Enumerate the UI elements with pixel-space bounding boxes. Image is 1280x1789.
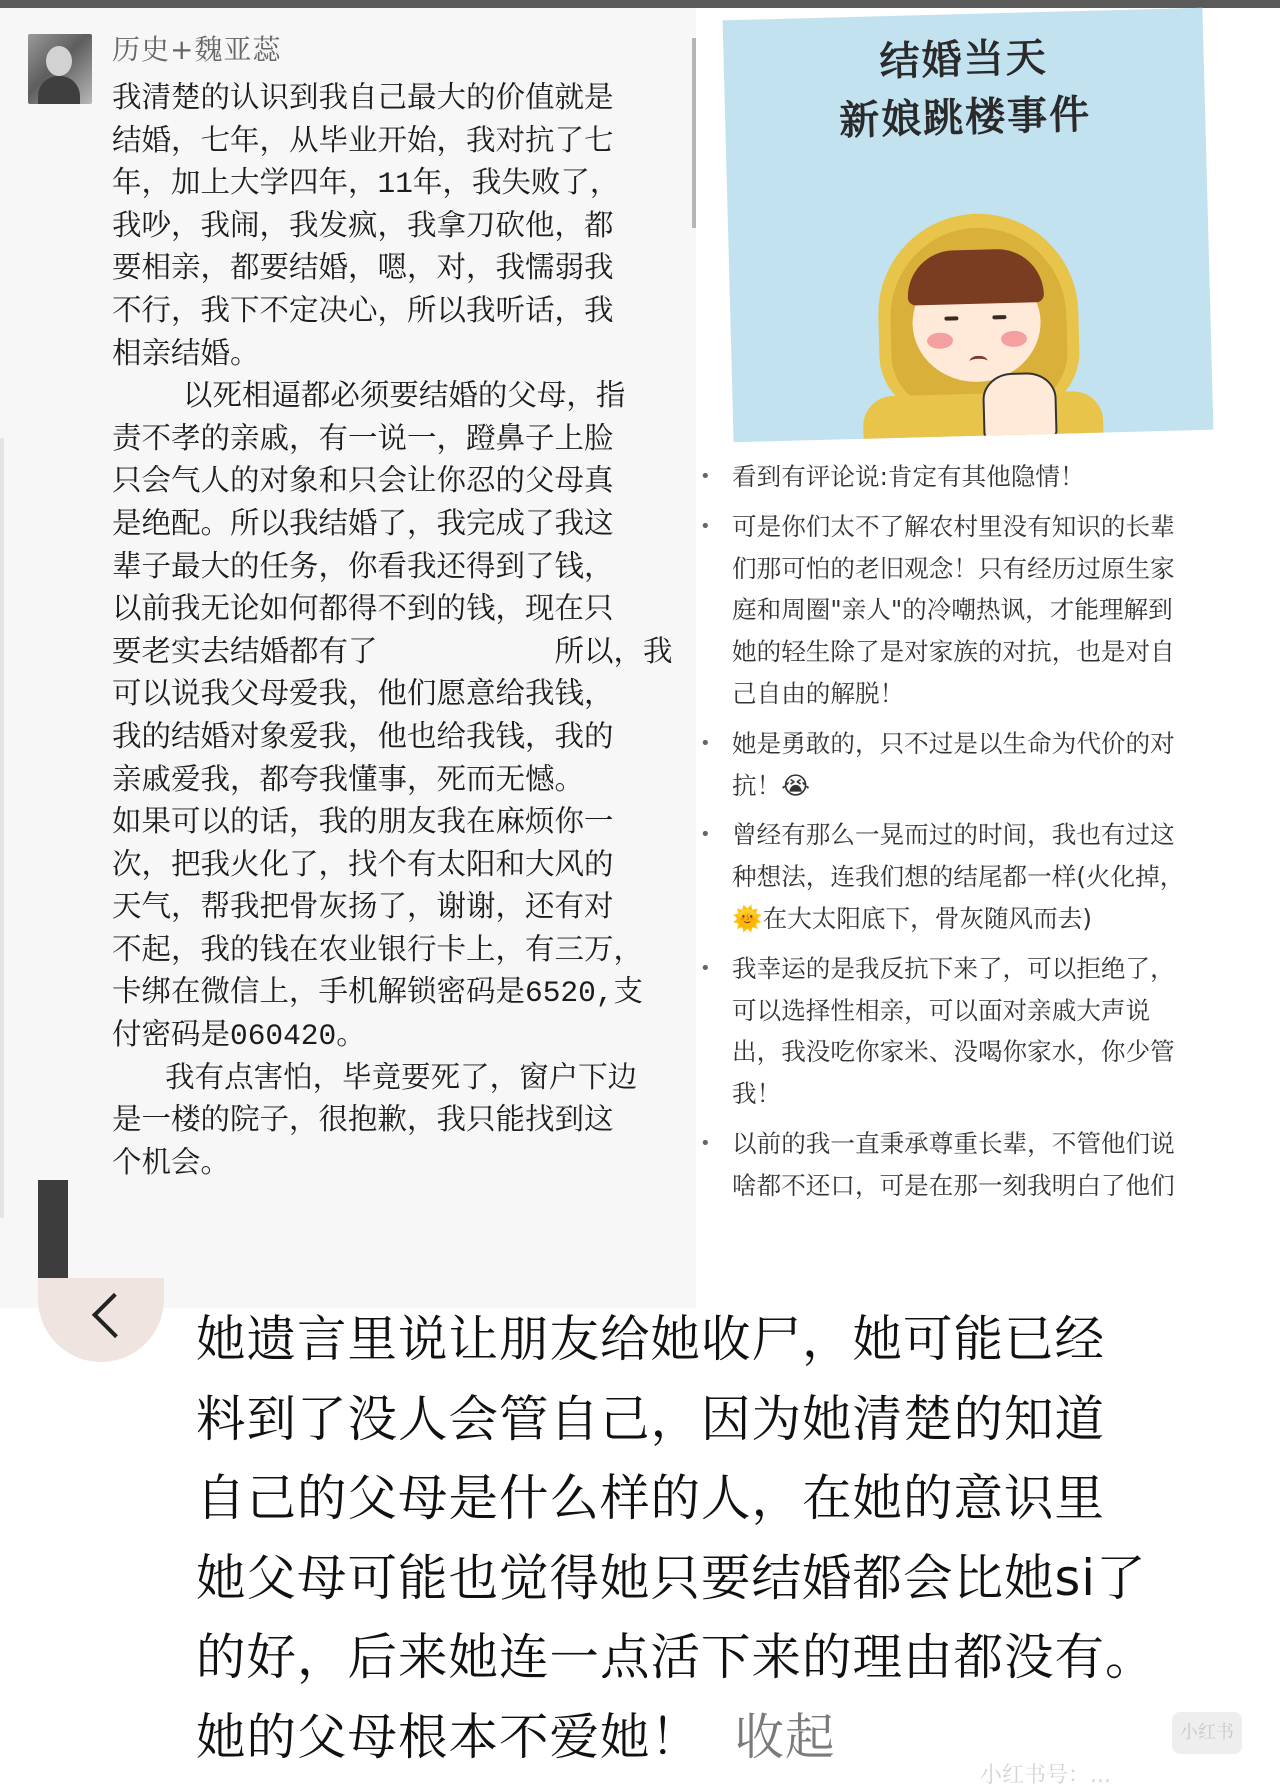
left-edge-strip <box>0 438 4 1218</box>
sad-mouth <box>969 356 987 367</box>
list-item-text: 可是你们太不了解农村里没有知识的长辈 们那可怕的老旧观念！只有经历过原生家 庭和周圈"亲人"的冷嘲热讽，才能理解到 她的轻生除了是对家族的对抗，也是对自 己自由的解脱！ <box>732 511 1175 708</box>
bullet-icon: • <box>700 957 711 979</box>
list-item <box>700 506 1260 715</box>
list-item <box>700 814 1260 939</box>
avatar-body <box>38 76 80 104</box>
top-bar <box>0 0 1280 8</box>
bullet-icon: • <box>700 732 711 754</box>
bullet-icon: • <box>700 1132 711 1154</box>
illustration-title-line1: 结婚当天 <box>879 34 1049 86</box>
list-item-text: 我幸运的是我反抗下来了，可以拒绝了， 可以选择性相亲，可以面对亲戚大声说 出，我没吃你家米、没喝你家水，你少管 我！ <box>732 953 1175 1109</box>
article-bullet-list <box>700 456 1260 1215</box>
list-item <box>700 1123 1260 1207</box>
commenter-avatar[interactable] <box>38 1278 164 1362</box>
post-author-avatar[interactable] <box>28 34 92 104</box>
diary-text: 我清楚的认识到我自己最大的价值就是 结婚，七年，从毕业开始，我对抗了七 年，加上大学四年，11年，我失败了， 我吵，我闹，我发疯，我拿刀砍他，都 要相亲，都要结婚，嗯，对，我懦弱我 不行，我下不定决心，所以我听话，我 相亲结婚。 以死相逼都必须要结婚的父母，指 责不孝的亲戚，有一说一，蹬鼻子上脸 只会气人的对象和只会让你忍的父母真 是绝配。所以我结婚了，我完成了我这 辈子最大的任务，你看我还得到了钱， 以前我无论如何都得不到的钱，现在只 要老实去结婚都有了 所以，我 可以说我父母爱我，他们愿意给我钱， 我的结婚对象爱我，他也给我钱，我的 亲戚爱我，都夸我懂事，死而无憾。 如果可以的话，我的朋友我在麻烦你一 次，把我火化了，找个有太阳和大风的 天气，帮我把骨灰扬了，谢谢，还有对 不起，我的钱在农业银行卡上，有三万， 卡绑在微信上，手机解锁密码是6520,支 付密码是060420。 我有点害怕，毕竟要死了，窗户下边 是一楼的院子，很抱歉，我只能找到这 个机会。 <box>112 82 673 1181</box>
avatar-head <box>46 46 72 76</box>
list-item <box>700 723 1260 807</box>
eye-left <box>944 316 958 320</box>
bullet-icon: • <box>700 824 711 846</box>
illustration-title-line2: 新娘跳楼事件 <box>838 91 1092 145</box>
clasped-hands <box>982 372 1058 440</box>
app-watermark-logo: 小红书 <box>1172 1712 1242 1754</box>
bullet-icon: • <box>700 515 711 537</box>
bullet-icon: • <box>700 466 711 487</box>
list-item <box>700 456 1260 498</box>
app-watermark-id: 小红书号：... <box>980 1763 1111 1788</box>
list-item-text: 曾经有那么一晃而过的时间，我也有过这 种想法，连我们想的结尾都一样(火化掉， 🌞在大太阳底下，骨灰随风而去) <box>732 820 1185 933</box>
comment-body <box>196 1300 1256 1777</box>
avatar-mark <box>92 1293 137 1338</box>
article-illustration <box>723 8 1214 442</box>
comment-text: 她遗言里说让朋友给她收尸，她可能已经 料到了没人会管自己，因为她清楚的知道 自己的父母是什么样的人，在她的意识里 她父母可能也觉得她只要结婚都会比她si了 的好，后来她连一点活下来的理由都没有。 她的父母根本不爱她！ <box>196 1310 1156 1766</box>
list-item-text: 看到有评论说:肯定有其他隐情！ <box>732 462 1085 491</box>
list-item-text: 以前的我一直秉承尊重长辈，不管他们说 啥都不还口，可是在那一刻我明白了他们 <box>732 1128 1175 1200</box>
collapse-link[interactable]: 收起 <box>734 1707 836 1766</box>
post-author-name[interactable]: 历史+魏亚蕊 <box>112 33 282 66</box>
list-item-text: 她是勇敢的，只不过是以生命为代价的对 抗！😭 <box>732 728 1175 800</box>
column-divider <box>692 38 696 228</box>
list-item <box>700 948 1260 1115</box>
eye-right <box>992 315 1006 319</box>
